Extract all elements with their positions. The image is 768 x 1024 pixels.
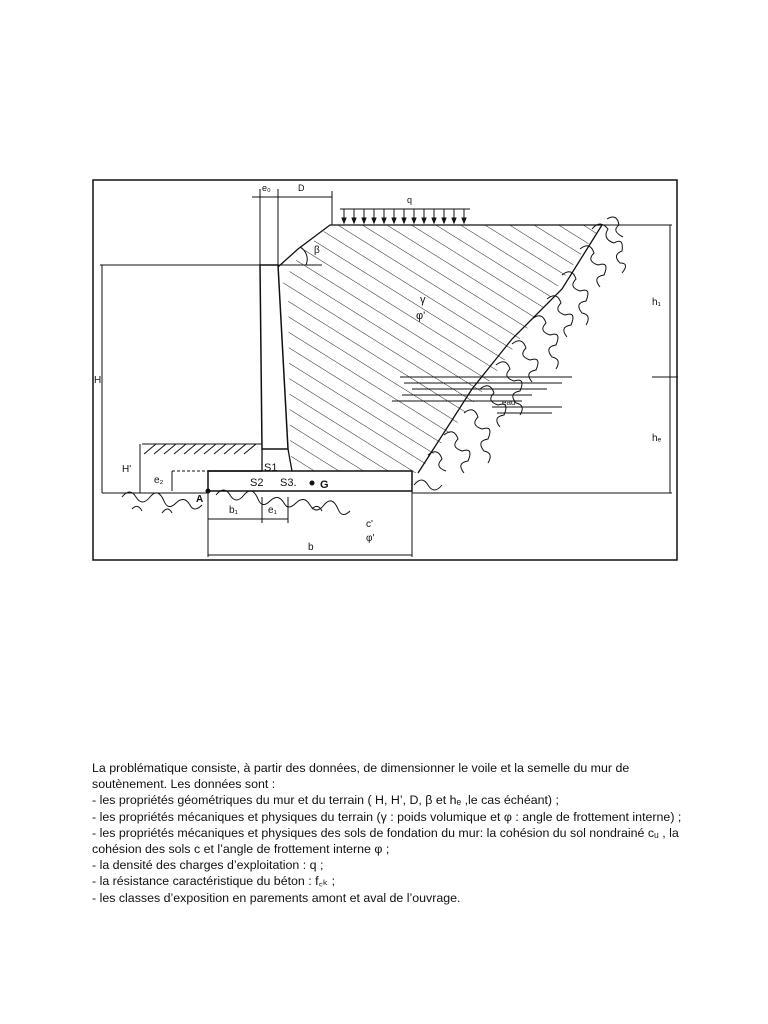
label-e0: e₀	[262, 183, 271, 193]
list-item: - les propriétés mécaniques et physiques du terrain (γ : poids volumique et φ : angle de frottement interne) ;	[92, 809, 682, 824]
label-h1: h₁	[652, 297, 661, 308]
body-text	[92, 760, 682, 906]
label-D: D	[298, 183, 305, 193]
label-b: b	[308, 542, 314, 553]
label-H-prime: H'	[122, 464, 132, 475]
load-arrowhead	[372, 218, 376, 223]
wall-footing	[208, 471, 412, 491]
label-e1: e₁	[268, 505, 277, 516]
load-arrowhead	[432, 218, 436, 223]
label-H: H	[94, 375, 102, 386]
label-c-prime: c'	[366, 519, 373, 530]
label-S1: S1	[264, 462, 278, 474]
point-A	[206, 489, 211, 494]
load-arrowhead	[342, 218, 346, 223]
load-q	[340, 209, 470, 223]
load-arrowhead	[412, 218, 416, 223]
dim-H	[100, 265, 260, 493]
label-S3: S3.	[280, 477, 297, 489]
front-soil	[142, 444, 262, 454]
label-q: q	[407, 195, 413, 205]
label-phi-prime: φ'	[416, 310, 426, 322]
load-arrowhead	[442, 218, 446, 223]
list-item: - la densité des charges d’exploitation : q ;	[92, 858, 324, 873]
label-eau: eau	[502, 398, 516, 407]
list-item: - la résistance caractéristique du béton : f꜀ₖ ;	[92, 874, 336, 889]
load-arrowhead	[462, 218, 466, 223]
label-phi-prime-soil: φ'	[366, 533, 375, 544]
label-he: hₑ	[652, 433, 662, 444]
load-arrowhead	[452, 218, 456, 223]
intro-paragraph: La problématique consiste, à partir des données, de dimensionner le voile et la semelle du mur de soutènement. Les données sont :	[92, 761, 630, 792]
load-arrowhead	[362, 218, 366, 223]
list-item: - les classes d’exposition en parements amont et aval de l’ouvrage.	[92, 890, 461, 905]
load-arrowhead	[382, 218, 386, 223]
load-arrowhead	[402, 218, 406, 223]
point-G	[310, 481, 315, 486]
load-arrowhead	[352, 218, 356, 223]
label-b1: b₁	[229, 505, 238, 516]
label-e2: e₂	[154, 475, 164, 486]
label-beta: β	[314, 245, 320, 256]
retaining-wall-diagram	[92, 179, 678, 561]
list-item: - les propriétés géométriques du mur et du terrain ( H, H’, D, β et hₑ ,le cas échéant) ;	[92, 793, 559, 808]
load-arrowhead	[422, 218, 426, 223]
wall-stem	[260, 265, 288, 449]
backfill-soil	[262, 219, 622, 479]
load-arrowhead	[392, 218, 396, 223]
label-G: G	[320, 479, 329, 491]
label-A: A	[196, 494, 204, 505]
label-gamma: γ	[420, 294, 426, 306]
label-S2: S2	[250, 477, 264, 489]
dim-e2	[172, 471, 208, 491]
list-item: - les propriétés mécaniques et physiques des sols de fondation du mur: la cohésion du sol nondrainé cᵤ , la cohésion des sols c et l’angle de frottement interne φ ;	[92, 825, 679, 857]
